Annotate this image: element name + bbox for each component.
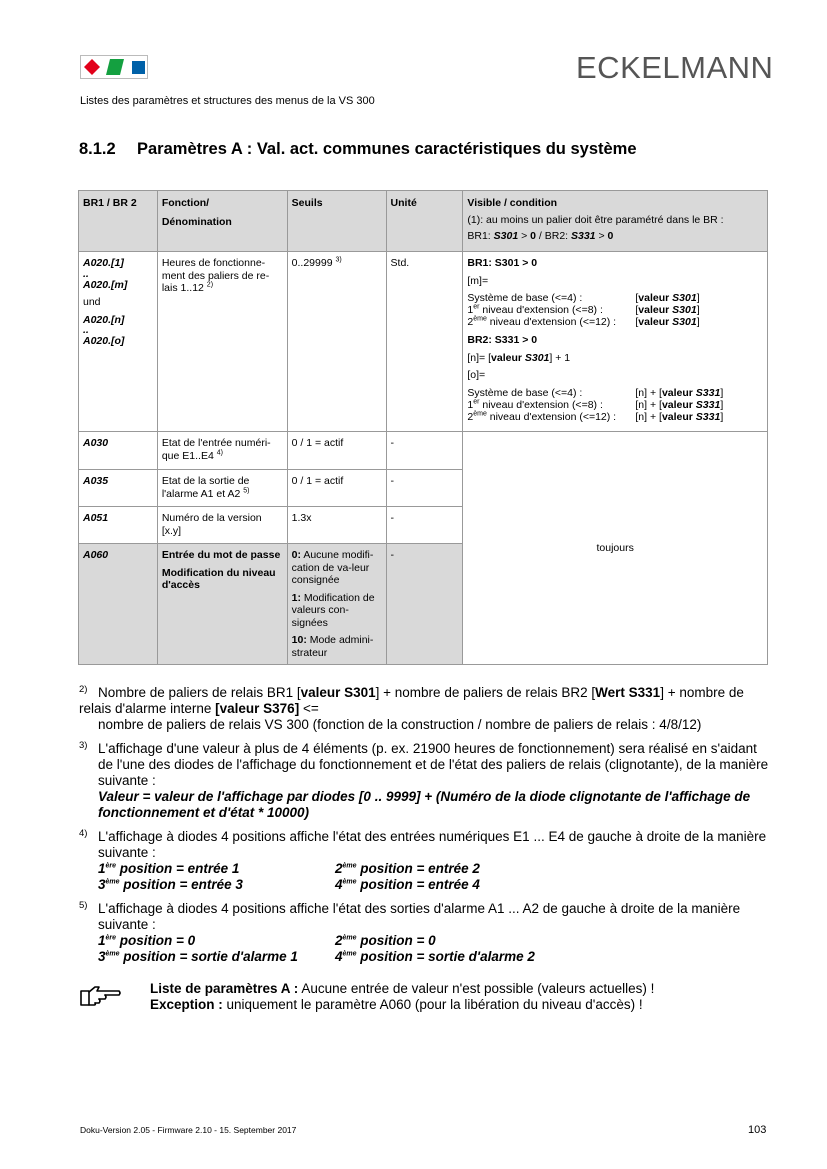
footnote-formula: Valeur = valeur de l'affichage par diodes [0 .. 9999] + (Numéro de la diode clignotante de l'affichage de fonctionnement et d'état * 10000) (98, 789, 751, 820)
param-range-dots: .. (83, 267, 89, 280)
ord-text: niveau d'extension (<=12) : (486, 316, 617, 328)
sv: [n] + [ (635, 398, 662, 411)
note-block (150, 981, 654, 1013)
cell-seuils: 0 / 1 = actif (287, 470, 386, 507)
fn-bold: Wert S331 (595, 685, 661, 700)
cond-text: / BR2: (535, 230, 571, 242)
footnote-4 (79, 829, 769, 893)
pos-t: position = 0 (116, 933, 196, 948)
pos-n: 2 (335, 861, 343, 876)
sv: valeur (638, 292, 673, 304)
ne: S301 (524, 351, 550, 364)
header-seuils: Seuils (287, 191, 386, 252)
sv: [n] + [ (635, 410, 662, 423)
fonction-text: Etat de la sortie de l'alarme A1 et A2 (161, 475, 250, 500)
system-list-br1 (467, 292, 763, 328)
footnote-body-2: nombre de paliers de relais VS 300 (fonction de la construction / nombre de paliers de relais : 4/8/12) (98, 717, 702, 732)
cell-fonction: Numéro de la version [x.y] (157, 507, 287, 544)
cond-text: > (518, 230, 531, 242)
footnote-mark: 2) (79, 684, 88, 695)
pos-n: 4 (335, 877, 343, 892)
cell-id: A060 (79, 544, 158, 665)
note-line-1 (150, 981, 654, 997)
cond-value: 0 (530, 230, 536, 242)
cond-text: BR1: (467, 230, 494, 242)
pos-t: position = entrée 2 (356, 861, 480, 876)
footnote-mark: 3) (79, 740, 88, 751)
header-fonction (157, 191, 287, 252)
table-row (79, 252, 768, 432)
cell-id: A030 (79, 432, 158, 470)
param-range-dots: .. (83, 324, 89, 336)
ord-sup: ème (473, 410, 487, 417)
seuil-text: Aucune modifi-cation de va-leur consignée (291, 549, 374, 586)
ord: 1 (467, 304, 474, 316)
sv: [ (635, 304, 639, 316)
header-visible (463, 191, 768, 252)
system-label (467, 411, 635, 423)
footnote-2 (79, 685, 769, 733)
note-text: uniquement le paramètre A060 (pour la libération du niveau d'accès) ! (222, 997, 643, 1012)
pos-n: 1 (98, 933, 106, 948)
seuil-text: Modification de valeurs con-signées (291, 591, 375, 629)
footnote-body: L'affichage à diodes 4 positions affiche l'état des entrées numériques E1 ... E4 de gauche à droite de la manière suivante : (98, 829, 767, 860)
footnote-mark: 5) (79, 900, 88, 911)
cell-seuils (287, 252, 386, 432)
pos-sup: ère (105, 934, 117, 942)
param-id: A020.[n] (83, 313, 125, 326)
fonction-text: Entrée du mot de passe (161, 549, 281, 561)
position-item (98, 949, 335, 965)
pos-n: 4 (335, 949, 343, 964)
ord-sup: er (473, 303, 480, 311)
system-row (467, 304, 763, 316)
fonction-text: Heures de fonctionne-ment des paliers de re-lais 1..12 (161, 257, 270, 294)
seuils-text: 0..29999 (291, 257, 333, 269)
header-visible-title: Visible / condition (467, 197, 558, 209)
ne: ] + 1 (549, 351, 571, 364)
system-row (467, 292, 763, 304)
pos-sup: ère (105, 862, 117, 870)
m-equation: [m]= (467, 274, 489, 287)
system-label: Système de base (<=4) : (467, 386, 583, 399)
header-visible-condition (467, 230, 763, 243)
fonction-text: Modification du niveau d'accès (161, 566, 276, 591)
logo-mark-icon (80, 55, 148, 79)
pos-sup: ème (342, 934, 357, 942)
cell-id (79, 252, 158, 432)
sv: [ (635, 316, 639, 328)
table-row (79, 432, 768, 470)
header-fonction-line2: Dénomination (161, 215, 232, 228)
sv: valeur (661, 386, 696, 399)
fn-bold: valeur S301 (300, 685, 376, 700)
system-row (467, 411, 763, 423)
header-fonction-line1: Fonction/ (161, 197, 210, 209)
br2-condition: BR2: S331 > 0 (467, 334, 538, 346)
cell-seuils (287, 544, 386, 665)
system-row (467, 399, 763, 411)
cell-fonction (157, 470, 287, 507)
ord-sup: ème (473, 315, 487, 323)
logo (80, 55, 148, 79)
document-subtitle: Listes des paramètres et structures des menus de la VS 300 (80, 95, 375, 107)
sv: S301 (672, 304, 697, 316)
cell-seuils: 0 / 1 = actif (287, 432, 386, 470)
fn-text: <= (299, 701, 319, 716)
footnote-body: L'affichage à diodes 4 positions affiche l'état des sorties d'alarme A1 ... A2 de gauche à droite de la manière suivante : (98, 901, 741, 932)
footnote-body (79, 685, 769, 717)
toujours-text: toujours (596, 542, 634, 555)
fonction-text: Etat de l'entrée numéri-que E1..E4 (161, 437, 271, 462)
sv: ] (696, 304, 700, 316)
cond-param: S301 (493, 230, 519, 242)
cell-visible-toujours (463, 432, 768, 665)
fn-bold: [valeur S376] (215, 701, 300, 716)
pos-t: position = entrée 4 (356, 877, 480, 892)
section-title: Paramètres A : Val. act. communes caractéristiques du système (137, 140, 637, 158)
cell-unite: - (386, 432, 463, 470)
system-row (467, 316, 763, 328)
ord-text: niveau d'extension (<=8) : (479, 304, 603, 316)
seuil-option (292, 549, 382, 587)
sv: ] (696, 316, 700, 328)
cell-visible (463, 252, 768, 432)
sv: S331 (695, 386, 721, 399)
pos-sup: ème (105, 878, 120, 886)
sv: valeur (638, 304, 673, 316)
position-item (98, 861, 335, 877)
sv: valeur (638, 316, 673, 328)
position-lines (98, 861, 769, 893)
footer-version: Doku-Version 2.05 - Firmware 2.10 - 15. September 2017 (80, 1125, 297, 1135)
seuil-option (292, 634, 382, 659)
sv: ] (720, 386, 724, 399)
cell-unite: - (386, 470, 463, 507)
position-item (335, 861, 480, 876)
fn-text: Nombre de paliers de relais BR1 [ (98, 685, 301, 700)
system-label (467, 316, 635, 328)
pos-sup: ème (342, 878, 357, 886)
system-list-br2 (467, 387, 763, 423)
header-visible-note: (1): au moins un palier doit être paramétré dans le BR : (467, 213, 724, 226)
cell-fonction (157, 544, 287, 665)
footnote-3 (79, 741, 769, 821)
pos-t: position = 0 (356, 933, 436, 948)
pos-t: position = entrée 1 (116, 861, 240, 876)
pos-sup: ème (342, 862, 357, 870)
system-row (467, 387, 763, 399)
pos-t: position = sortie d'alarme 1 (119, 949, 298, 964)
footnote-ref: 2) (206, 281, 214, 289)
seuil-key: 1: (291, 591, 301, 604)
sv: ] (720, 398, 724, 411)
param-conjunction: und (83, 296, 101, 308)
pointing-hand-icon (79, 983, 123, 1007)
section-number: 8.1.2 (79, 140, 116, 158)
cond-text: > (595, 230, 608, 242)
parameter-table (78, 190, 768, 665)
cell-seuils: 1.3x (287, 507, 386, 544)
seuil-option (292, 592, 382, 630)
sv: S331 (695, 398, 721, 411)
system-label: Système de base (<=4) : (467, 292, 583, 304)
ord: 2 (467, 410, 474, 423)
position-item (98, 933, 335, 949)
footnote-ref: 3) (335, 256, 342, 264)
header-unite: Unité (386, 191, 463, 252)
br1-condition: BR1: S301 > 0 (467, 257, 538, 269)
position-item (335, 933, 436, 948)
sv: valeur (661, 410, 696, 423)
cell-fonction (157, 432, 287, 470)
sv: S331 (695, 410, 721, 423)
ord-sup: er (473, 398, 480, 405)
position-item (335, 877, 480, 892)
note-label: Exception : (150, 997, 223, 1012)
sv: [n] + [ (635, 386, 662, 399)
seuil-key: 0: (291, 549, 301, 561)
page-number: 103 (748, 1124, 767, 1136)
footnote-ref: 5) (243, 487, 250, 494)
param-id: A020.[o] (83, 335, 125, 347)
footnote-5 (79, 901, 769, 965)
cell-unite: - (386, 544, 463, 665)
sv: valeur (661, 398, 696, 411)
sv: S301 (672, 316, 697, 328)
footnote-mark: 4) (79, 828, 88, 839)
pos-n: 3 (98, 949, 106, 964)
brand-name: ECKELMANN (576, 50, 774, 85)
position-item (335, 949, 535, 964)
sv: [ (635, 292, 639, 304)
o-equation: [o]= (467, 369, 486, 381)
system-label (467, 304, 635, 316)
cell-unite: - (386, 507, 463, 544)
note-text: Aucune entrée de valeur n'est possible (valeurs actuelles) ! (298, 981, 655, 996)
system-label (467, 399, 635, 411)
cell-id: A051 (79, 507, 158, 544)
position-item (98, 877, 335, 893)
table-header-row (79, 191, 768, 252)
param-id: A020.[m] (83, 278, 128, 291)
pos-sup: ème (105, 950, 120, 958)
ord: 2 (467, 316, 474, 328)
pos-n: 1 (98, 861, 106, 876)
section-heading (79, 140, 637, 159)
sv: ] (696, 292, 700, 304)
pos-t: position = sortie d'alarme 2 (356, 949, 535, 964)
ord-text: niveau d'extension (<=12) : (486, 410, 617, 423)
cell-fonction (157, 252, 287, 432)
seuil-text: Mode admini-strateur (291, 634, 374, 659)
sv: ] (720, 410, 724, 423)
position-lines (98, 933, 769, 965)
note-line-2 (150, 997, 654, 1013)
param-id: A020.[1] (83, 257, 124, 269)
ord-text: niveau d'extension (<=8) : (479, 398, 603, 411)
cell-unite: Std. (386, 252, 463, 432)
pos-t: position = entrée 3 (119, 877, 243, 892)
cell-id: A035 (79, 470, 158, 507)
footnote-ref: 4) (216, 449, 223, 456)
pos-sup: ème (342, 950, 357, 958)
ne: valeur (491, 351, 525, 364)
footnote-body: L'affichage d'une valeur à plus de 4 éléments (p. ex. 21900 heures de fonctionnement) sera réalisé en s'aidant de l'une des diodes de l'affichage du fonctionnement et de l'état des paliers de relais (clignotante), de la manière suivante : (98, 741, 769, 788)
pos-n: 3 (98, 877, 106, 892)
header-br: BR1 / BR 2 (79, 191, 158, 252)
note-label: Liste de paramètres A : (150, 981, 299, 996)
fn-text: ] + nombre de paliers de relais BR2 [ (375, 685, 596, 700)
sv: S301 (672, 292, 697, 304)
pos-n: 2 (335, 933, 343, 948)
ord: 1 (467, 398, 474, 411)
n-equation (467, 352, 763, 365)
ne: [n]= [ (467, 351, 492, 364)
cond-value: 0 (607, 230, 614, 242)
fn-text: ] + nombre de relais d'alarme interne (79, 685, 744, 716)
seuil-key: 10: (291, 634, 307, 646)
cond-param: S331 (571, 230, 596, 242)
